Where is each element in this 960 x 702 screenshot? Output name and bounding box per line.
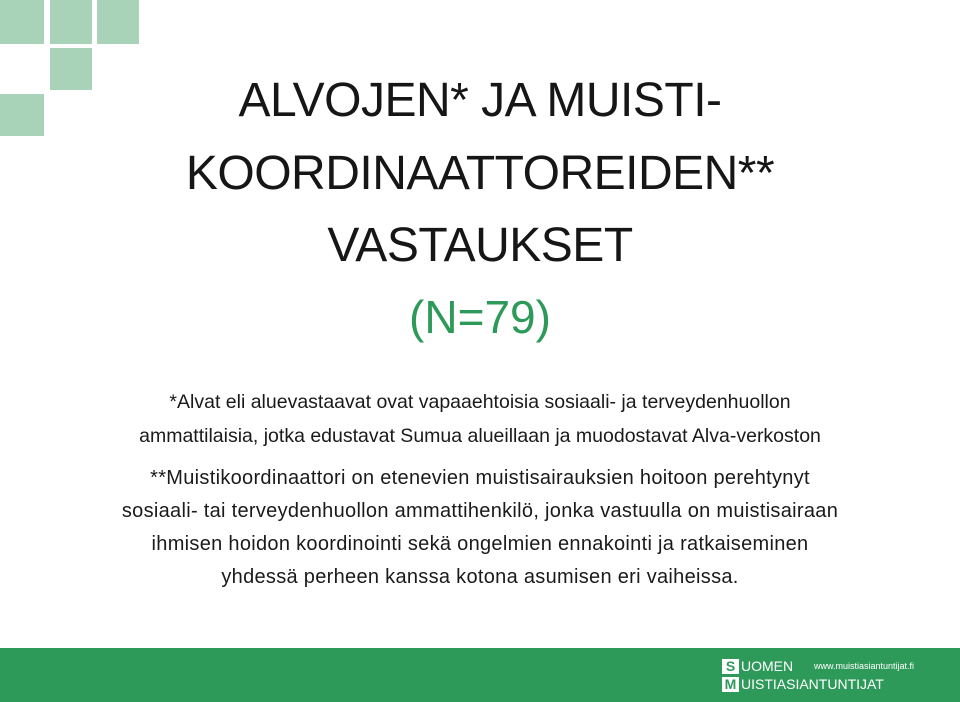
footer-bar bbox=[0, 648, 960, 702]
logo-letter-box: S bbox=[722, 659, 739, 674]
decorative-square bbox=[50, 0, 92, 44]
footnote-coordinator-line-3: ihmisen hoidon koordinointi sekä ongelmien ennakointi ja ratkaiseminen bbox=[151, 533, 809, 555]
organization-logo bbox=[722, 658, 932, 694]
logo-url: www.muistiasiantuntijat.fi bbox=[814, 661, 915, 671]
logo-word: UISTIASIANTUNTIJAT bbox=[741, 676, 884, 692]
decorative-square bbox=[97, 0, 139, 44]
decorative-square bbox=[0, 0, 44, 44]
page-title-line-3: VASTAUKSET bbox=[327, 219, 633, 272]
footnote-alva-line-1: *Alvat eli aluevastaavat ovat vapaaehtoisia sosiaali- ja terveydenhuollon bbox=[169, 391, 791, 413]
footnote-coordinator-line-1: **Muistikoordinaattori on etenevien muistisairauksien hoitoon perehtynyt bbox=[150, 467, 810, 489]
logo-letter-box: M bbox=[722, 677, 739, 692]
respondent-count: (N=79) bbox=[409, 291, 551, 343]
footnote-coordinator-line-2: sosiaali- tai terveydenhuollon ammattihenkilö, jonka vastuulla on muistisairaan bbox=[121, 500, 839, 522]
logo-word: UOMEN bbox=[741, 658, 794, 674]
footnote-alva-line-2: ammattilaisia, jotka edustavat Sumua alueillaan ja muodostavat Alva-verkoston bbox=[139, 425, 821, 447]
footnote-alva bbox=[20, 385, 940, 453]
footnote-coordinator bbox=[20, 462, 940, 594]
footnote-coordinator-line-4: yhdessä perheen kanssa kotona asumisen eri vaiheissa. bbox=[221, 566, 739, 588]
page-title-line-2: KOORDINAATTOREIDEN** bbox=[185, 147, 775, 200]
page-title-line-1: ALVOJEN* JA MUISTI- bbox=[238, 74, 722, 127]
